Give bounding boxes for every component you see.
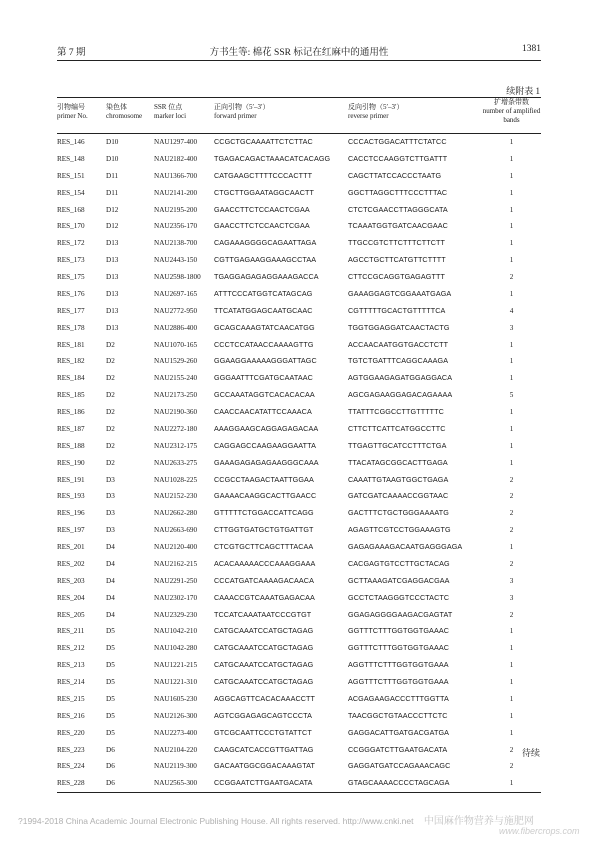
cell-chromosome: D2 [106,408,115,416]
table-row [57,421,541,438]
cell-band-count: 2 [509,745,514,754]
cell-reverse-primer: AGGTTTCTTTGGTGGTGAAA [348,677,449,686]
cell-primer-no: RES_178 [57,323,85,332]
cell-marker-locus: NAU2104-220 [154,745,198,754]
table-row [57,522,541,539]
cell-band-count: 2 [509,610,514,619]
cell-chromosome: D2 [106,441,115,450]
cell-forward-primer: CTGCTTGGAATAGGCAACTT [214,187,314,197]
cell-reverse-primer: GAAAGGAGTCGGAAATGAGA [348,288,452,298]
cell-forward-primer: AGTCGGAGAGCAGTCCCTA [214,710,313,720]
cell-forward-primer: GACAATGGCGGACAAAGTAT [214,761,316,771]
table-row [57,472,541,489]
cell-primer-no: RES_211 [57,627,85,636]
table-row [57,708,541,725]
cell-forward-primer: CAGGAGCCAAGAAGGAATTA [214,440,316,450]
cell-band-count: 3 [509,593,514,602]
cell-forward-primer: GCCAAATAGGTCACACACAA [214,390,315,400]
cell-chromosome: D4 [106,610,115,619]
cell-band-count: 1 [509,340,514,349]
table-row [57,387,541,404]
cell-band-count: 1 [509,205,514,214]
table-row [57,185,541,202]
cell-band-count: 2 [509,559,514,568]
cell-band-count: 1 [509,239,514,248]
cell-forward-primer: CATGCAAATCCATGCTAGAG [214,660,314,670]
cell-band-count: 1 [509,543,514,551]
table-body [57,134,541,792]
cell-chromosome: D10 [106,154,119,163]
cell-band-count: 1 [509,171,514,180]
cell-chromosome: D6 [106,745,115,754]
cell-primer-no: RES_215 [57,694,85,703]
page-number: 1381 [522,44,541,54]
cell-reverse-primer: TTGAGTTGCATCCTTTCTGA [348,440,447,450]
cell-primer-no: RES_201 [57,543,85,551]
cell-chromosome: D13 [106,306,119,315]
cell-chromosome: D2 [106,340,115,349]
cell-chromosome: D4 [106,576,115,585]
table-row [57,556,541,573]
cell-forward-primer: TCCATCAAATAATCCCGTGT [214,609,312,619]
table-row [57,337,541,354]
cell-band-count: 2 [509,526,514,535]
cell-marker-locus: NAU2633-275 [154,458,198,467]
cell-band-count: 1 [509,424,514,433]
table-row [57,742,541,759]
cell-reverse-primer: AGCGAGAAGGAGACAGAAAA [348,390,453,400]
cell-forward-primer: CCCTCCATAACCAAAAGTTG [214,339,314,349]
cell-reverse-primer: TTATTTCGGCCTTGTTTTTC [348,407,444,416]
cell-reverse-primer: GAGAGAAAGACAATGAGGGAGA [348,542,463,551]
cell-primer-no: RES_202 [57,559,85,568]
cell-band-count: 1 [509,627,514,636]
cell-forward-primer: GAACCTTCTCCAACTCGAA [214,204,310,214]
cell-reverse-primer: ACCAACAATGGTGACCTCTT [348,339,449,349]
cell-reverse-primer: CCCACTGGACATTTCTATCC [348,137,447,146]
cell-chromosome: D13 [106,323,119,332]
cell-reverse-primer: ACGAGAAGACCCTTTGGTTA [348,693,449,703]
cell-chromosome: D13 [106,273,119,281]
cell-band-count: 1 [509,661,514,670]
cell-reverse-primer: GTAGCAAAACCCCTAGCAGA [348,778,450,788]
cell-chromosome: D4 [106,559,115,568]
cell-chromosome: D3 [106,526,115,535]
cell-marker-locus: NAU2162-215 [154,559,198,568]
cell-chromosome: D6 [106,779,115,788]
table-row [57,691,541,708]
cell-forward-primer: CATGAAGCTTTTCCCACTTT [214,170,313,180]
cell-marker-locus: NAU2195-200 [154,205,198,214]
cell-band-count: 3 [509,576,514,585]
table-row [57,758,541,775]
cell-primer-no: RES_154 [57,188,85,197]
cell-band-count: 1 [509,458,514,467]
cell-band-count: 1 [509,256,514,265]
watermark-url: www.fibercrops.com [499,826,580,836]
continued-label: 续附表 1 [506,86,540,96]
cell-band-count: 1 [509,678,514,686]
cell-marker-locus: NAU1070-165 [154,340,198,349]
cell-marker-locus: NAU2356-170 [154,222,198,231]
cell-marker-locus: NAU2302-170 [154,593,198,602]
cell-band-count: 1 [509,222,514,231]
cell-primer-no: RES_214 [57,678,85,686]
cell-marker-locus: NAU2182-400 [154,154,198,163]
cell-reverse-primer: CAGCTTATCCACCCTAATG [348,170,442,180]
col-band-number: 扩增条带数 number of amplified bands [482,98,541,124]
cell-band-count: 1 [509,779,514,788]
cell-forward-primer: CATGCAAATCCATGCTAGAG [214,643,314,653]
cell-primer-no: RES_224 [57,762,85,771]
running-title: 方书生等: 棉花 SSR 标记在红麻中的通用性 [209,48,389,58]
cell-chromosome: D2 [106,374,115,383]
cell-forward-primer: CTTGGTGATGCTGTGATTGT [214,525,314,535]
cell-marker-locus: NAU1221-215 [154,661,198,670]
cell-chromosome: D5 [106,728,115,737]
cell-forward-primer: CAAGCATCACCGTTGATTAG [214,744,314,754]
cell-forward-primer: ACACAAAAACCCAAAGGAAA [214,558,316,568]
cell-reverse-primer: TTGCCGTCTTCTTTCTTCTT [348,238,446,248]
cell-marker-locus: NAU1529-260 [154,357,198,366]
cell-primer-no: RES_196 [57,509,85,518]
cell-primer-no: RES_216 [57,711,85,720]
cell-chromosome: D13 [106,289,119,298]
header-rule [57,60,541,61]
cell-band-count: 5 [509,391,514,400]
cell-band-count: 1 [509,644,514,653]
cell-primer-no: RES_181 [57,340,85,349]
table-row [57,218,541,235]
cell-reverse-primer: AGGTTTCTTTGGTGGTGAAA [348,660,449,670]
table-row [57,607,541,624]
cell-forward-primer: CATGCAAATCCATGCTAGAG [214,677,314,686]
cell-band-count: 2 [509,492,514,501]
cell-forward-primer: GCAGCAAAGTATCAACATGG [214,322,315,332]
table-header [57,98,541,133]
cell-reverse-primer: CACGAGTGTCCTTGCTACAG [348,558,450,568]
cell-band-count: 1 [509,694,514,703]
cell-forward-primer: TGAGGAGAGAGGAAAGACCA [214,272,319,281]
table-row [57,775,541,792]
cell-reverse-primer: CACCTCCAAGGTCTTGATTT [348,153,448,163]
cell-primer-no: RES_182 [57,357,85,366]
cell-band-count: 1 [509,154,514,163]
cell-forward-primer: CAACCAACATATTCCAAACA [214,407,312,416]
cell-reverse-primer: CTTCTTCATTCATGGCCTTC [348,423,446,433]
cell-chromosome: D13 [106,239,119,248]
cell-reverse-primer: AGCCTGCTTCATGTTCTTTT [348,255,446,265]
cell-marker-locus: NAU2155-240 [154,374,198,383]
cell-reverse-primer: CTTCCGCAGGTGAGAGTTT [348,272,445,281]
copyright-notice: ?1994-2018 China Academic Journal Electronic Publishing House. All rights reserved. http://www.cnki.net [18,816,414,826]
cell-band-count: 2 [509,509,514,518]
col-forward-primer: 正向引物（5′–3′） forward primer [214,103,270,120]
cell-band-count: 1 [509,408,514,416]
cell-band-count: 1 [509,374,514,383]
cell-forward-primer: AGGCAGTTCACACAAACCTT [214,693,316,703]
cell-chromosome: D3 [106,492,115,501]
issue-number: 第 7 期 [57,48,86,58]
col-primer-no: 引物编号 primer No. [57,103,88,120]
table-row [57,438,541,455]
cell-primer-no: RES_223 [57,745,85,754]
primer-table [57,97,541,793]
cell-forward-primer: CAGAAAGGGGCAGAATTAGA [214,238,317,248]
cell-forward-primer: CCGCCTAAGACTAATTGGAA [214,474,314,484]
col-chromosome: 染色体 chromosome [106,103,143,120]
watermark-chinese: 中国麻作物营养与施肥网 [423,816,534,827]
cell-band-count: 1 [509,441,514,450]
cell-reverse-primer: TCAAATGGTGATCAACGAAC [348,221,448,231]
cell-chromosome: D11 [106,171,119,180]
cell-band-count: 2 [509,273,514,281]
cell-reverse-primer: GCTTAAAGATCGAGGACGAA [348,575,450,585]
cell-chromosome: D2 [106,458,115,467]
table-row [57,252,541,269]
cell-reverse-primer: GGTTTCTTTGGTGGTGAAAC [348,643,450,653]
cell-chromosome: D5 [106,694,115,703]
cell-marker-locus: NAU2190-360 [154,408,198,416]
table-row [57,505,541,522]
cell-forward-primer: GGGAATTTCGATGCAATAAC [214,373,313,383]
cell-marker-locus: NAU2565-300 [154,779,198,788]
cell-marker-locus: NAU2273-400 [154,728,198,737]
cell-forward-primer: GTTTTTCTGGACCATTCAGG [214,508,314,518]
cell-chromosome: D4 [106,543,115,551]
cell-primer-no: RES_228 [57,779,85,788]
cell-primer-no: RES_177 [57,306,85,315]
cell-chromosome: D5 [106,678,115,686]
cell-forward-primer: CATGCAAATCCATGCTAGAG [214,626,314,636]
cell-forward-primer: CGTTGAGAAGGAAAGCCTAA [214,255,317,265]
cell-chromosome: D5 [106,711,115,720]
cell-primer-no: RES_193 [57,492,85,501]
cell-primer-no: RES_186 [57,408,85,416]
cell-primer-no: RES_220 [57,728,85,737]
cell-reverse-primer: GACTTTCTGCTGGGAAAATG [348,508,449,518]
cell-chromosome: D10 [106,138,119,146]
table-row [57,488,541,505]
cell-chromosome: D12 [106,222,119,231]
cell-chromosome: D2 [106,357,115,366]
cell-marker-locus: NAU1221-310 [154,678,198,686]
cell-marker-locus: NAU2152-230 [154,492,198,501]
cell-marker-locus: NAU2312-175 [154,441,198,450]
cell-reverse-primer: TAACGGCTGTAACCCTTCTC [348,710,448,720]
cell-primer-no: RES_175 [57,273,85,281]
cell-reverse-primer: AGTGGAAGAGATGGAGGACA [348,373,453,383]
cell-chromosome: D11 [106,188,119,197]
cell-marker-locus: NAU1028-225 [154,475,198,484]
cell-reverse-primer: GGTTTCTTTGGTGGTGAAAC [348,626,450,636]
table-row [57,269,541,286]
table-row [57,725,541,742]
cell-forward-primer: AAAGGAAGCAGGAGAGACAA [214,423,319,433]
table-row [57,573,541,590]
cell-band-count: 4 [509,306,514,315]
cell-chromosome: D5 [106,661,115,670]
cell-primer-no: RES_170 [57,222,85,231]
cell-chromosome: D12 [106,205,119,214]
table-row [57,404,541,421]
cell-marker-locus: NAU1042-280 [154,644,198,653]
cell-forward-primer: GTCGCAATTCCCTGTATTCT [214,727,312,737]
cell-chromosome: D2 [106,391,115,400]
cell-marker-locus: NAU2119-300 [154,762,197,771]
table-row [57,303,541,320]
cell-marker-locus: NAU2291-250 [154,576,198,585]
cell-forward-primer: CTCGTGCTTCAGCTTTACAA [214,542,314,551]
table-row [57,640,541,657]
cell-primer-no: RES_148 [57,154,85,163]
cell-primer-no: RES_213 [57,661,85,670]
cell-chromosome: D5 [106,627,115,636]
cell-primer-no: RES_204 [57,593,85,602]
cell-chromosome: D3 [106,475,115,484]
col-marker-loci: SSR 位点 marker loci [154,103,187,120]
cell-marker-locus: NAU1042-210 [154,627,198,636]
cell-band-count: 1 [509,188,514,197]
cell-primer-no: RES_188 [57,441,85,450]
cell-reverse-primer: GGCTTAGGCTTTCCCTTTAC [348,187,448,197]
page-footer [18,812,580,836]
cell-reverse-primer: CGTTTTTGCACTGTTTTTCA [348,305,446,315]
table-row [57,168,541,185]
cell-primer-no: RES_151 [57,171,85,180]
cell-forward-primer: CCGCTGCAAAATTCTCTTAC [214,137,313,146]
cell-primer-no: RES_212 [57,644,85,653]
table-row [57,134,541,151]
cell-forward-primer: CAAACCGTCAAATGAGACAA [214,592,315,602]
table-row [57,286,541,303]
cell-primer-no: RES_146 [57,138,85,146]
cell-marker-locus: NAU2663-690 [154,526,198,535]
cell-band-count: 1 [509,728,514,737]
cell-band-count: 2 [509,762,514,771]
table-row [57,151,541,168]
table-row [57,539,541,556]
table-row [57,235,541,252]
cell-primer-no: RES_173 [57,256,85,265]
cell-band-count: 1 [509,711,514,720]
table-row [57,370,541,387]
cell-chromosome: D3 [106,509,115,518]
cell-forward-primer: CCGGAATCTTGAATGACATA [214,778,313,788]
cell-reverse-primer: CTCTCGAACCTTAGGGCATA [348,204,448,214]
cell-chromosome: D2 [106,424,115,433]
table-row [57,623,541,640]
cell-chromosome: D6 [106,762,115,771]
cell-reverse-primer: GAGGACATTGATGACGATGA [348,727,450,737]
cell-marker-locus: NAU2598-1800 [154,273,201,281]
cell-band-count: 1 [509,138,514,146]
cell-forward-primer: TGAGACAGACTAAACATCACAGG [214,153,331,163]
table-row [57,657,541,674]
cell-reverse-primer: GCCTCTAAGGGTCCCTACTC [348,592,450,602]
table-row [57,320,541,337]
cell-primer-no: RES_168 [57,205,85,214]
cell-marker-locus: NAU2886-400 [154,323,198,332]
cell-primer-no: RES_205 [57,610,85,619]
cell-primer-no: RES_185 [57,391,85,400]
cell-reverse-primer: GAGGATGATCCAGAAACAGC [348,761,451,771]
cell-marker-locus: NAU1297-400 [154,138,198,146]
cell-reverse-primer: TGGTGGAGGATCAACTACTG [348,322,450,332]
cell-marker-locus: NAU2772-950 [154,306,198,315]
cell-band-count: 2 [509,475,514,484]
cell-marker-locus: NAU1605-230 [154,694,198,703]
cell-marker-locus: NAU2141-200 [154,188,198,197]
cell-chromosome: D4 [106,593,115,602]
cell-marker-locus: NAU2173-250 [154,391,198,400]
cell-reverse-primer: CCGGGATCTTGAATGACATA [348,744,448,754]
cell-reverse-primer: TGTCTGATTTCAGGCAAAGA [348,356,449,366]
cell-primer-no: RES_203 [57,576,85,585]
cell-reverse-primer: CAAATTGTAAGTGGCTGAGA [348,474,449,484]
cell-forward-primer: GAAAACAAGGCACTTGAACC [214,491,317,501]
table-row [57,455,541,472]
table-bottom-rule [57,792,541,793]
cell-primer-no: RES_190 [57,458,85,467]
cell-band-count: 3 [509,323,514,332]
to-be-continued: 待续 [521,748,540,758]
cell-forward-primer: ATTTCCCATGGTCATAGCAG [214,288,313,298]
cell-reverse-primer: AGAGTTCGTCCTGGAAAGTG [348,525,451,535]
cell-chromosome: D5 [106,644,115,653]
table-row [57,590,541,607]
cell-reverse-primer: GGAGAGGGGAAGACGAGTAT [348,609,453,619]
table-row [57,353,541,370]
cell-forward-primer: GAACCTTCTCCAACTCGAA [214,221,310,231]
cell-primer-no: RES_184 [57,374,85,383]
cell-band-count: 1 [509,357,514,366]
cell-marker-locus: NAU2329-230 [154,610,198,619]
col-reverse-primer: 反向引物（5′–3′） reverse primer [348,103,404,120]
cell-reverse-primer: TTACATAGCGGCACTTGAGA [348,457,448,467]
cell-band-count: 1 [509,289,514,298]
cell-marker-locus: NAU2443-150 [154,256,198,265]
cell-marker-locus: NAU2272-180 [154,424,198,433]
cell-primer-no: RES_172 [57,239,85,248]
cell-forward-primer: TTCATATGGAGCAATGCAAC [214,305,313,315]
cell-primer-no: RES_176 [57,289,85,298]
cell-forward-primer: GGAAGGAAAAAGGGATTAGC [214,356,317,366]
cell-marker-locus: NAU2138-700 [154,239,198,248]
cell-forward-primer: GAAAGAGAGAGAAGGGCAAA [214,457,319,467]
cell-reverse-primer: GATCGATCAAAACCGGTAAC [348,491,449,501]
table-row [57,674,541,691]
cell-marker-locus: NAU2697-165 [154,289,198,298]
cell-marker-locus: NAU2126-300 [154,711,198,720]
table-row [57,202,541,219]
cell-primer-no: RES_187 [57,424,85,433]
cell-marker-locus: NAU2662-280 [154,509,198,518]
cell-marker-locus: NAU2120-400 [154,543,198,551]
cell-forward-primer: CCCATGATCAAAAGACAACA [214,575,314,585]
cell-chromosome: D13 [106,256,119,265]
cell-primer-no: RES_191 [57,475,85,484]
cell-marker-locus: NAU1366-700 [154,171,198,180]
cell-primer-no: RES_197 [57,526,85,535]
